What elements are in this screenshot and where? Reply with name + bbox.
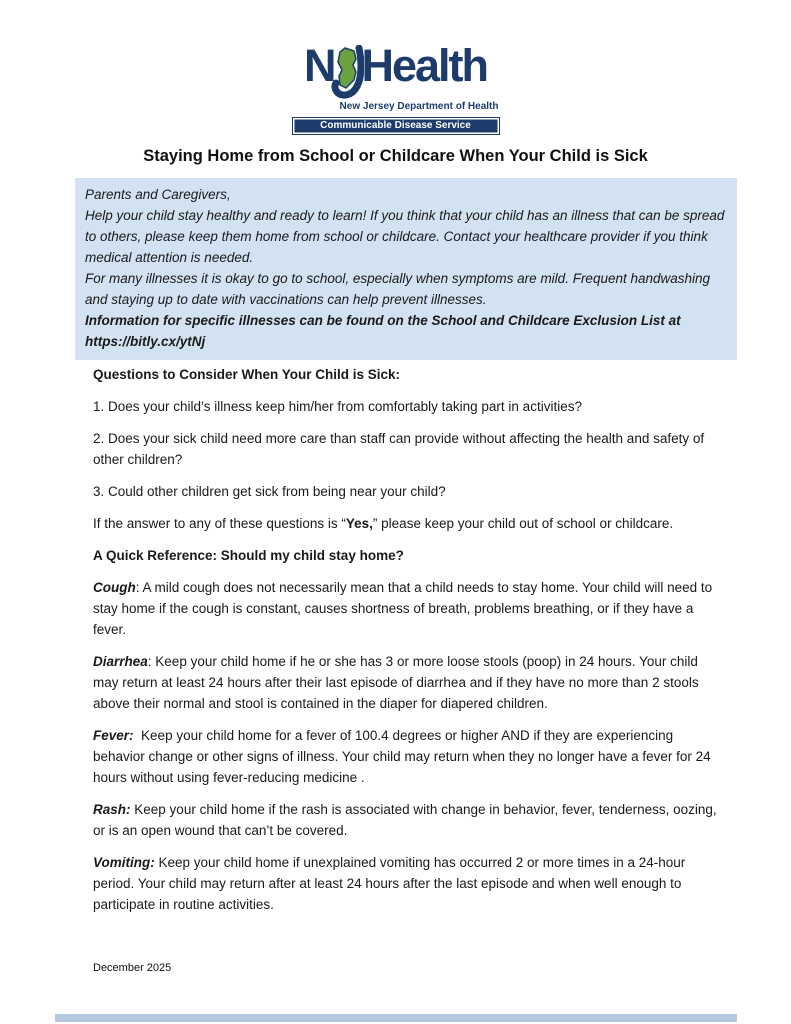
- symptom-text: Keep your child home for a fever of 100.4 degrees or higher AND if they are experiencing behavior change or other signs of illness. Your child may return when they no longer have a fever for 24 hours without using fever-reducing medicine .: [93, 728, 711, 785]
- footer-date: December 2025: [93, 962, 172, 974]
- symptom-text: Keep your child home if he or she has 3 or more loose stools (poop) in 24 hours. Your child may return at least 24 hours after their last episode of diarrhea and if they have no more than 2 stools above their normal and stool is contained in the diaper for diapered children.: [93, 654, 699, 711]
- symptom-text: Keep your child home if unexplained vomiting has occurred 2 or more times in a 24-hour period. Your child may return after at least 24 hours after the last episode and when well enough to participate in routine activities.: [93, 855, 686, 912]
- intro-exclusion-list-note: Information for specific illnesses can be found on the School and Childcare Exclusion List at https://bitly.cx/ytNj: [85, 313, 681, 349]
- symptom-term: Rash:: [93, 802, 131, 817]
- symptom-separator: :: [147, 654, 156, 669]
- document-body: [93, 364, 717, 926]
- answer-post: ” please keep your child out of school or childcare.: [372, 516, 674, 531]
- symptom-fever: [93, 725, 717, 788]
- answer-instruction: [93, 513, 717, 534]
- questions-heading: Questions to Consider When Your Child is Sick:: [93, 367, 401, 382]
- intro-paragraph-2: For many illnesses it is okay to go to school, especially when symptoms are mild. Frequent handwashing and staying up to date with vaccinations can help prevent illnesses.: [85, 271, 711, 307]
- logo-service-banner: Communicable Disease Service: [292, 117, 500, 135]
- new-jersey-state-icon: [330, 45, 364, 108]
- footer-accent-bar: [55, 1014, 737, 1022]
- question-3: 3. Could other children get sick from being near your child?: [93, 484, 446, 499]
- nj-health-logo: [292, 40, 500, 135]
- symptom-diarrhea: [93, 651, 717, 714]
- symptom-term: Fever:: [93, 728, 134, 743]
- symptom-vomiting: [93, 852, 717, 915]
- answer-pre: If the answer to any of these questions is “: [93, 516, 346, 531]
- symptom-rash: [93, 799, 717, 841]
- quick-reference-heading: A Quick Reference: Should my child stay home?: [93, 548, 404, 563]
- question-1: 1. Does your child’s illness keep him/her from comfortably taking part in activities?: [93, 399, 582, 414]
- logo-wordmark: [292, 40, 500, 108]
- answer-yes: Yes,: [345, 516, 373, 531]
- logo-department-line: New Jersey Department of Health: [339, 101, 499, 112]
- question-2: 2. Does your sick child need more care than staff can provide without affecting the health and safety of other children?: [93, 431, 705, 467]
- symptom-cough: [93, 577, 717, 640]
- page-title: Staying Home from School or Childcare When Your Child is Sick: [143, 147, 648, 165]
- header: [0, 40, 791, 135]
- intro-salutation: Parents and Caregivers,: [85, 187, 231, 202]
- logo-letter-n: N: [303, 40, 335, 91]
- symptom-term: Cough: [93, 580, 136, 595]
- logo-health-text: Health: [361, 40, 488, 91]
- intro-callout-box: [75, 178, 737, 360]
- symptom-separator: :: [135, 580, 143, 595]
- intro-paragraph-1: Help your child stay healthy and ready to learn! If you think that your child has an illness that can be spread to others, please keep them home from school or childcare. Contact your healthcare provider if you think medical attention is needed.: [85, 208, 725, 265]
- symptom-term: Diarrhea: [93, 654, 148, 669]
- symptom-text: A mild cough does not necessarily mean that a child needs to stay home. Your child will need to stay home if the cough is constant, causes shortness of breath, problems breathing, or if they have a fever.: [93, 580, 713, 637]
- symptom-term: Vomiting:: [93, 855, 155, 870]
- symptom-text: Keep your child home if the rash is associated with change in behavior, fever, tenderness, oozing, or is an open wound that can’t be covered.: [93, 802, 717, 838]
- symptom-separator: [134, 728, 142, 743]
